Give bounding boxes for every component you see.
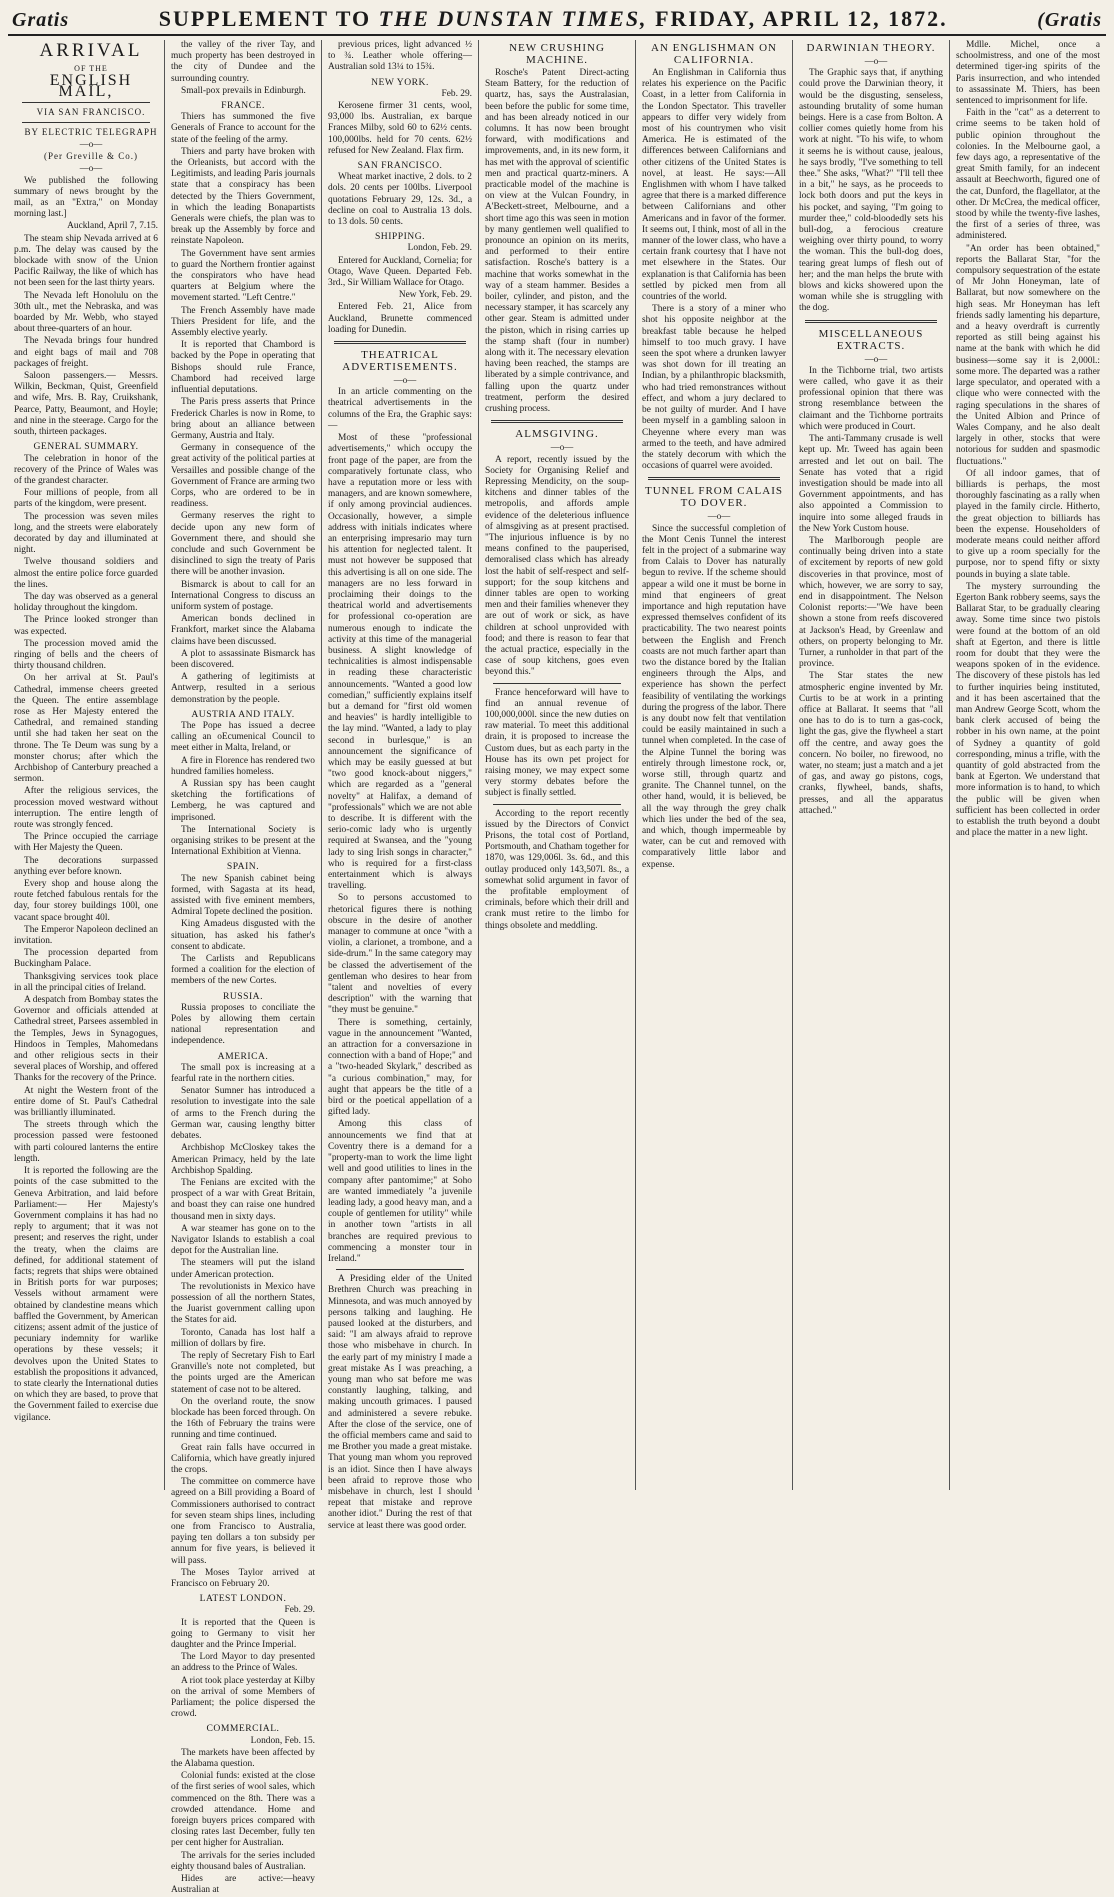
section-heading-russia: RUSSIA. xyxy=(222,990,264,1002)
paragraph: It is reported that Chambord is backed by the Pope in operating that Bishops should rule France, Chambord had received large influential deputations. xyxy=(171,340,315,396)
paragraph: The Nevada left Honolulu on the 30th ult., met the Nebraska, and was boarded by Mr. Webb, who stayed about three-quarters of an hour. xyxy=(14,290,158,335)
masthead-gratis-right: (Gratis xyxy=(1037,9,1102,31)
section-heading-austria-italy: AUSTRIA AND ITALY. xyxy=(191,708,295,720)
paragraph: An Englishman in California thus relates his experience on the Pacific Coast, in a letter from California in the London Spectator. This traveller appears to differ very widely from most of his countrymen who visit America. He is estimated of the differences between Californians and other citizens of the United States is novel, at least. He says:—All Englishmen with whom I have talked agree that there is a marked difference between Californians and other Americans and in favor of the former. It seems out, I think, most of all in the manner of the lower class, who have a certain frank courtesy that I have not met elsewhere in the States. Our explanation is that California has been settled by picked men from all countries of the world. xyxy=(642,68,786,303)
masthead-date: FRIDAY, APRIL 12, 1872. xyxy=(655,6,948,31)
dateline: London, Feb. 15. xyxy=(250,1735,315,1746)
paragraph: A despatch from Bombay states the Governor and officials attended at Cathedral street, Parsees assembled in the Temples, Jews in Synagogues, Hindoos in Temples, Mahomedans and other religious sects in their several places of Worship, and offered Thanks for the recovery of the Prince. xyxy=(14,995,158,1084)
paragraph: Archbishop McCloskey takes the American Primacy, held by the late Archbishop Spalding. xyxy=(171,1143,315,1176)
paragraph: The Pope has issued a decree calling an oEcumenical Council to meet either in Malta, Ireland, or xyxy=(171,720,315,754)
paragraph: King Amadeus disgusted with the situation, has asked his father's consent to abdicate. xyxy=(171,919,315,952)
section-heading-france: FRANCE. xyxy=(221,100,265,112)
paragraph: Among this class of announcements we find that at Coventry there is a demand for a "property-man to work the lime light well and good utilities to lines in the company after pantomime;" at Soho are wanted immediately "a juvenile leading lady, a good heavy man, and a couple of gentlemen for utility" while in another town "artists in all branches are required previous to commencing a monster tour in Ireland." xyxy=(328,1119,472,1264)
paragraph: Kerosene firmer 31 cents, wool, 93,000 lbs. Australian, ex barque Frances Milby, sold 60 to 62½ cents. 100,000lbs. held for 70 cents. 62½ refused for New Zealand. Flax firm. xyxy=(328,101,472,156)
headline-arrival: ARRIVAL xyxy=(39,40,143,61)
section-heading-general-summary: GENERAL SUMMARY. xyxy=(33,441,139,453)
paragraph: The procession moved amid the ringing of bells and the cheers of thirty thousand children. xyxy=(14,638,158,672)
paragraph: The Moses Taylor arrived at Francisco on February 20. xyxy=(171,1567,315,1590)
paragraph: After the religious services, the procession moved westward without interruption. The entire length of route was strongly fenced. xyxy=(14,786,158,830)
paragraph: The Graphic says that, if anything could prove the Darwinian theory, it would be the disgusting, senseless, astounding brutality of some human beings. Here is a case from Bolton. A collier comes quietly home from his work at night. "To his wife, to whom it seems he is without cause, jealous, he says brodly, "I've something to tell thee." She asks, "What?" "I'll tell thee in a bit," he says, as he proceeds to lock both doors and put the keys in his pocket, and saying, "I'm going to murder thee," cold-bloodedly sets his bull-dog, a ferocious creature weighing over thirty pound, to worry the woman. This the bull-dog does, tearing great lumps of flesh out of her; and the man helps the brute with blows and kicks showered upon the woman while she is struggling with the dog. xyxy=(799,68,943,314)
column-7 xyxy=(950,40,1106,1490)
headline-english-mail: ENGLISH MAIL, xyxy=(49,72,133,101)
paragraph: The markets have been affected by the Alabama question. xyxy=(171,1747,315,1770)
paragraph: A gathering of legitimists at Antwerp, resulted in a serious demonstration by the people. xyxy=(171,672,315,705)
paragraph: A war steamer has gone on to the Navigator Islands to establish a coal depot for the Australian line. xyxy=(171,1223,315,1257)
section-heading-latest-london: LATEST LONDON. xyxy=(199,1593,287,1605)
paragraph: Small-pox prevails in Edinburgh. xyxy=(181,85,306,96)
paragraph: The arrivals for the series included eighty thousand bales of Australian. xyxy=(171,1850,315,1872)
column-4: NEW CRUSHING MACHINE. Rosche's Patent Direct-acting Steam Battery, for the reduction of quartz, has, says the Australasian, been before the public for some time, and has been already noticed in our columns. It has now been brought forward, with modifications and improvements, and, in its new form, it has met with the approval of scientific men and practical quartz-miners. A practicable model of the machine is on view at the Vulcan Foundry, in A'Beckett-street, Melbourne, and a short time ago this was seen in motion by many gentlemen well qualified to pronounce an opinion on its merits, and performed to their entire satisfaction. Rosche's battery is a machine that works somewhat in the way of a steam hammer. Besides a boiler, cylinder, and piston, and the necessary stamper, it has scarcely any other gear. Steam is admitted under the piston, which in rising carries up the stamp shaft (four in number) along with it. The necessary elevation having been reached, the stamps are liberated by a simple contrivance, and falling upon the quartz under treatment, perform the desired crushing process. ALMSGIVING. —o— A report, recently issued by the Society for Organising Relief and Repressing Mendicity, on the soup-kitchens and dinner tables of the metropolis, and affords ample evidence of the deleterious influence of almsgiving as at present practised. "The injurious influence is by no means confined to the pauperised, demoralised class which has already lost the habit of self-respect and self-support; for the soup kitchens and dinner tables are open to working men and their families whenever they are out of work or sick, as have children at school unprovided with food; and there is reason to fear that the actual practice, especially in the case of soup kitchens, goes even beyond this." France henceforward will have to find an annual revenue of 100,000,000l. since the new duties on raw material. To meet this additional drain, it is proposed to increase the Custom dues, but as each party in the House has its own pet project for raising money, we may expect some very stormy debates before the subject is finally settled. According to the report recently issued by the Directors of Convict Prisons, the total cost of Portland, Portsmouth, and Chatham together for 1870, was 129,006l. 3s. 6d., and this outlay produced only 143,507l. 8s., a somewhat solid argument in favor of the profitable employment of criminals, before which their drill and crank must retire to the limbo for things obsolete and meddling. xyxy=(479,40,636,1490)
paragraph: The day was observed as a general holiday throughout the kingdom. xyxy=(14,591,158,614)
paragraph: The new Spanish cabinet being formed, with Sagasta at its head, assisted with five eminent members, Admiral Topete declined the position. xyxy=(171,873,315,918)
article-title-miscellaneous: MISCELLANEOUS EXTRACTS. xyxy=(818,327,924,352)
paragraph: The procession was seven miles long, and the streets were elaborately decorated by day and illuminated at night. xyxy=(14,511,158,556)
paragraph: Entered for Auckland, Cornelia; for Otago, Wave Queen. Departed Feb. 3rd., Sir William Wallace for Otago. xyxy=(328,255,472,289)
paragraph: The Marlborough people are continually being driven into a state of excitement by reports of new gold discoveries in that province, most of which, however, we are sorry to say, end in disappointment. The Nelson Colonist reports:—"We have been shown a stone from reefs discovered at Jackson's Head, by Greenlaw and others, on property belonging to Mr. Turner, a runholder in that part of the province. xyxy=(799,535,943,670)
section-heading-new-york: NEW YORK. xyxy=(371,76,429,88)
article-title-tunnel: TUNNEL FROM CALAIS TO DOVER. xyxy=(645,485,783,510)
paragraph: Toronto, Canada has lost half a million of dollars by fire. xyxy=(171,1327,315,1349)
paragraph: Germany in consequence of the great activity of the political parties at Versailles and possible change of the Government of France are arming two Corps, who are ordered to be in readiness. xyxy=(171,443,315,510)
paragraph: American bonds declined in Frankfort, market since the Alabama claims have been discussed. xyxy=(171,614,315,647)
paragraph: Four millions of people, from all parts of the kingdom, were present. xyxy=(14,488,158,510)
article-title-darwinian-theory: DARWINIAN THEORY. xyxy=(806,42,936,54)
paragraph: Germany reserves the right to decide upon any new form of Government there, and should she conclude and such Government be disinclined to sign the treaty of Paris there will be another invasion. xyxy=(171,511,315,578)
paragraph: Every shop and house along the route fetched fabulous rentals for the day, four storey buildings 100l, one vacant space brought 40l. xyxy=(14,879,158,923)
article-title-almsgiving: ALMSGIVING. xyxy=(515,428,599,441)
paragraph: The Government have sent armies to guard the Northern frontier against the conspirators who have head quarters at Belgium where the movement started. "Left Centre." xyxy=(171,248,315,304)
divider xyxy=(22,102,150,103)
paragraph: The Carlists and Republicans formed a coalition for the election of members of the new Cortes. xyxy=(171,954,315,987)
paragraph: A report, recently issued by the Society for Organising Relief and Repressing Mendicity, on the soup-kitchens and dinner tables of the metropolis, and affords ample evidence of the deleterious influence of almsgiving as at present practised. "The injurious influence is by no means confined to the pauperised, demoralised class which has already lost the habit of self-respect and self-support; for the soup kitchens and dinner tables are open to working men and their families whenever they are out of work or sick, as have children at school unprovided with food; and there is reason to fear that the actual practice, especially in the case of soup kitchens, goes even beyond this." xyxy=(485,454,629,678)
divider xyxy=(22,122,150,123)
masthead xyxy=(8,6,1106,36)
paragraph: Senator Sumner has introduced a resolution to investigate into the sale of arms to the French during the German war, causing lengthy bitter debates. xyxy=(171,1086,315,1142)
section-heading-shipping: SHIPPING. xyxy=(374,231,426,243)
dateline: Auckland, April 7, 7.15. xyxy=(67,221,158,232)
paragraph: We published the following summary of news brought by the mail, as an "Extra," on Monday morning last.] xyxy=(14,175,158,220)
masthead-to: TO xyxy=(335,6,372,31)
paragraph: The Nevada brings four hundred and eight bags of mail and 708 packages of freight. xyxy=(14,336,158,369)
subhead-via-san-francisco: VIA SAN FRANCISCO. xyxy=(36,106,146,117)
columns xyxy=(8,40,1106,1896)
masthead-title xyxy=(159,6,948,32)
column-3: previous prices, light advanced ½ to ¾. Leather whole offering—Australian sold 13¼ to 15¾. NEW YORK. Feb. 29. Kerosene firmer 31 cents, wool, 93,000 lbs. Australian, ex barque Frances Milby, sold 60 to 62½ cents. 100,000lbs. held for 70 cents. 62½ refused for New Zealand. Flax firm. SAN FRANCISCO. Wheat market inactive, 2 dols. to 2 dols. 20 cents per 100lbs. Liverpool quotations February 29, 12s. 3d., a decline on coal to Australia 13 dols. to 13 dols. 50 cents. SHIPPING. London, Feb. 29. Entered for Auckland, Cornelia; for Otago, Wave Queen. Departed Feb. 3rd., Sir William Wallace for Otago. New York, Feb. 29. Entered Feb. 21, Alice from Auckland, Brunette commenced loading for Dunedin. THEATRICAL ADVERTISEMENTS. —o— In an article commenting on the theatrical advertisements in the columns of the Era, the Graphic says:— Most of these "professional advertisements," which occupy the front page of the paper, are from the comparatively fortunate class, who have a reputation more or less with managers, and are known somewhere, if only among provincial audiences. Occasionally, however, a simple address with initials indicates where an enterprising impresario may turn his attention for neglected talent. It must not however be supposed that this advertising is all on one side. The managers are no less forward in proclaiming their doings to the theatrical world and advertisements for professional co-operation are numerous enough to indicate the activity at this time of the managerial business. A slight knowledge of technicalities is almost indispensable in reading these characteristic announcements. "Wanted a good low comedian," sufficiently explains itself but a demand for "first old women and heavies" is hardly intelligible to the lay mind. "Wanted, a lady to play second in burlesque," is an announcement the significance of which may be easily guessed at but "two good knock-about niggers," which are regarded as a "general novelty" at Halifax, a demand of "professionals" which we are not able to describe. It is different with the serio-comic lady who is urgently required at Swansea, and the "young lady to sing Irish songs in character," who is required for a first-class entertainment which is always travelling. So to persons accustomed to rhetorical figures there is nothing obscure in the desire of another manager to commune at once "with a violin, a clarionet, a trombone, and a side-drum." In the same category may be classed the advertisement of the gentleman who desires to hear from "talent and novelties of every description" with the warning that "they must be genuine." There is something, certainly, vague in the announcement "Wanted, an attraction for a conversazione in connection with a band of Hope;" and a "two-headed Skylark," described as "a curious combination," may, for aught that appears be the title of a bird or the poetical appellation of a gifted lady. Among this class of announcements we find that at Coventry there is a demand for a "property-man to work the lime light well and good utilities to lines in the company after pantomime;" at Soho are wanted immediately "a juvenile leading lady, a good heavy man, and a couple of gentlemen for utility" while in another town "artists in all branches are required previous to commencing a monster tour in Ireland." A Presiding elder of the United Brethren Church was preaching in Minnesota, and was much annoyed by persons talking and laughing. He paused looked at the disturbers, and said: "I am always afraid to reprove those who misbehave in church. In the early part of my ministry I made a great mistake As I was preaching, a young man who sat before me was constantly laughing, talking, and making uncouth grimaces. I paused and administered a severe rebuke. After the close of the service, one of the official members came and said to me Brother you made a great mistake. That young man whom you reproved is an idiot. Since then I have always been afraid to reprove those who misbehave in church, lest I should repeat that mistake and reprove another idiot." During the rest of that service at least there was good order. xyxy=(322,40,479,1490)
paragraph: The celebration in honor of the recovery of the Prince of Wales was of the grandest character. xyxy=(14,453,158,486)
headline-of-the: OF THE xyxy=(74,64,108,73)
column-2 xyxy=(165,40,322,1896)
paragraph: "An order has been obtained," reports the Ballarat Star, "for the compulsory sequestration of the estate of Mr John Honeyman, late of Ballarat, but now somewhere on the high seas. Mr Honeyman has left friends sadly lamenting his departure, and a heavy overdraft is currently reported as still being against his name at the bank with which he did business—some say it is 2,000l.: some more. The departed was a rather large speculator, and operated with a clique who were connected with the raging speculations in the shares of the United Albion and Prince of Wales Company, and he also dealt largely in other, stocks that were notorious for sudden and spasmodic fluctuations." xyxy=(956,243,1100,467)
paragraph: A Russian spy has been caught sketching the fortifications of Lemberg, he was captured and imprisoned. xyxy=(171,779,315,823)
paragraph: The reply of Secretary Fish to Earl Granville's note not completed, but the points urged are the American statement of case not to be altered. xyxy=(171,1350,315,1395)
article-title-crushing-machine: NEW CRUSHING MACHINE. xyxy=(509,42,605,66)
divider xyxy=(648,477,780,480)
section-heading-san-francisco: SAN FRANCISCO. xyxy=(357,160,443,172)
paragraph: The steam ship Nevada arrived at 6 p.m. The delay was caused by the blockade with snow of the Union Pacific Railway, the like of which has not been seen for the last thirty years. xyxy=(14,233,158,289)
paragraph: France henceforward will have to find an annual revenue of 100,000,000l. since the new duties on raw material. To meet this additional drain, it is proposed to increase the Custom dues, but as each party in the House has its own pet project for raising money, we may expect some very stormy debates before the subject is finally settled. xyxy=(485,687,629,799)
masthead-paper-name: THE DUNSTAN TIMES, xyxy=(378,6,648,31)
paragraph: The International Society is organising strikes to be present at the International Exhibition at Vienna. xyxy=(171,824,315,858)
divider xyxy=(805,320,937,323)
divider xyxy=(336,1269,464,1270)
paragraph: At night the Western front of the entire dome of St. Paul's Cathedral was brilliantly illuminated. xyxy=(14,1085,158,1119)
divider xyxy=(493,804,621,805)
paragraph: Colonial funds: existed at the close of the first series of wool sales, which commenced on the 8th. There was a crowded attendance. Home and foreign buyers prices compared with closing rates last December, fully ten per cent higher for Australian. xyxy=(171,1771,315,1849)
paragraph: The Prince occupied the carriage with Her Majesty the Queen. xyxy=(14,832,158,854)
dateline: Feb. 29. xyxy=(284,1605,315,1616)
paragraph: Faith in the "cat" as a deterrent to crime seems to be taken hold of public opinion throughout the colonies. In the Melbourne gaol, a few days ago, a representative of the great Smith family, for an indecent assault at Beechworth, figured one of the cat, Dunford, the flagellator, at the other. Dr McCrea, the medical officer, stood by while the twenty-five lashes, the first of a series of three, was administered. xyxy=(956,108,1100,242)
masthead-supplement: SUPPLEMENT xyxy=(158,6,329,31)
paragraph: A riot took place yesterday at Kilby on the arrival of some Members of Parliament; the police dispersed the crowd. xyxy=(171,1675,315,1720)
paragraph: The steamers will put the island under American protection. xyxy=(171,1258,315,1280)
paragraph: A fire in Florence has rendered two hundred families homeless. xyxy=(171,755,315,777)
paragraph: Thiers has summoned the five Generals of France to account for the state of the feeling of the army. xyxy=(171,112,315,145)
section-heading-commercial: COMMERCIAL. xyxy=(206,1723,280,1735)
column-1: ARRIVAL OF THE ENGLISH MAIL, VIA SAN FRANCISCO. BY ELECTRIC TELEGRAPH —o— (Per Greville & Co.) —o— We published the following summary of news brought by the mail, as an "Extra," on Monday morning last.] Auckland, April 7, 7.15. The steam ship Nevada arrived at 6 p.m. The delay was caused by the blockade with snow of the Union Pacific Railway, the like of which has not been seen for the last thirty years. The Nevada left Honolulu on the 30th ult., met the Nebraska, and was boarded by Mr. Webb, who stayed about three-quarters of an hour. The Nevada brings four hundred and eight bags of mail and 708 packages of freight. Saloon passengers.— Messrs. Wilkin, Beckman, Quist, Greenfield and wife, Mrs. B. Ray, Cruikshank, Pearce, Patty, Beaumont, and Hoyle; and nine in the steerage. Cargo for the south, thirteen packages. GENERAL SUMMARY. The celebration in honor of the recovery of the Prince of Wales was of the grandest character. Four millions of people, from all parts of the kingdom, were present. The procession was seven miles long, and the streets were elaborately decorated by day and illuminated at night. Twelve thousand soldiers and almost the entire police force guarded the lines. The day was observed as a general holiday throughout the kingdom. The Prince looked stronger than was expected. The procession moved amid the ringing of bells and the cheers of thirty thousand children. On her arrival at St. Paul's Cathedral, immense cheers greeted the Queen. The entire assemblage rose as Her Majesty entered the Cathedral, and remained standing until she had taken her seat on the throne. The Te Deum was sung by a monster chorus; after which the Archbishop of Canterbury preached a sermon. After the religious services, the procession moved westward without interruption. The entire length of route was strongly fenced. The Prince occupied the carriage with Her Majesty the Queen. The decorations surpassed anything ever before known. Every shop and house along the route fetched fabulous rentals for the day, four storey buildings 100l, one vacant space brought 40l. The Emperor Napoleon declined an invitation. The procession departed from Buckingham Palace. Thanksgiving services took place in all the principal cities of Ireland. A despatch from Bombay states the Governor and officials attended at Cathedral street, Parsees assembled in the Temples, Jews in Synagogues, Hindoos in Temples, Mahomedans and other religious sects in their several places of Worship, and offered Thanks for the recovery of the Prince. At night the Western front of the entire dome of St. Paul's Cathedral was brilliantly illuminated. The streets through which the procession passed were festooned with parti coloured lanterns the entire length. It is reported the following are the points of the case submitted to the Geneva Arbitration, and laid before Parliament:— Her Majesty's Government complains it has had no reply to argument; that it was not present; and reserves the right, under the treaty, when the claims are defined, for additional statement of facts; regrets that ships were obtained in British ports for war purposes; Vessels without armament were obtained by clandestine means which baffled the Government, by American citizens; assent admit of the justice of pecuniary indemnity for warlike operations by these vessels; it devolves upon the United States to establish the propositions it advanced, to state clearly the International duties on which they are based, to prove that the Government failed to exercise due vigilance. xyxy=(8,40,165,1490)
paragraph: The streets through which the procession passed were festooned with parti coloured lanterns the entire length. xyxy=(14,1120,158,1164)
paragraph: The decorations surpassed anything ever before known. xyxy=(14,855,158,877)
paragraph: The revolutionists in Mexico have possession of all the northern States, the Juarist government calling upon the States for aid. xyxy=(171,1281,315,1326)
paragraph: The committee on commerce have agreed on a Bill providing a Board of Commissioners authorised to contract for seven steam ships lines, including one from Francisco to Australia, paying ten dollars a ton subsidy per annum for five years, is believed it will pass. xyxy=(171,1477,315,1566)
paragraph: In an article commenting on the theatrical advertisements in the columns of the Era, the Graphic says:— xyxy=(328,387,472,431)
paragraph: Of all indoor games, that of billiards is perhaps, the most thoroughly fascinating as a rally when played in the family circle. Hitherto, the great objection to billiards has been the expense. Householders of moderate means could neither afford to give up a room specially for the purpose, nor to spend fifty or sixty pounds in buying a slate table. xyxy=(956,468,1100,580)
paragraph: Rosche's Patent Direct-acting Steam Battery, for the reduction of quartz, has, says the Australasian, been before the public for some time, and has been already noticed in our columns. It has now been brought forward, with modifications and improvements, and, in its new form, it has met with the approval of scientific men and practical quartz-miners. A practicable model of the machine is on view at the Vulcan Foundry, in A'Beckett-street, Melbourne, and a short time ago this was seen in motion by many gentlemen well qualified to pronounce an opinion on its merits, and performed to their entire satisfaction. Rosche's battery is a machine that works somewhat in the way of a steam hammer. Besides a boiler, cylinder, and piston, and the necessary stamper, it has scarcely any other gear. Steam is admitted under the piston, which in rising carries up the stamp shaft (four in number) along with it. The necessary elevation having been reached, the stamps are liberated by a simple contrivance, and falling upon the quartz under treatment, perform the desired crushing process. xyxy=(485,68,629,415)
paragraph: The Lord Mayor to day presented an address to the Prince of Wales. xyxy=(171,1652,315,1674)
paragraph: The Prince looked stronger than was expected. xyxy=(14,615,158,637)
paragraph: The Star states the new atmospheric engine invented by Mr. Curtis to be at work in a printing office at Ballarat. It seems that "all one has to do is to turn a gas-cock, light the gas, give the flywheel a start off the centre, and away goes the concern. No boiler, no firewood, no water, no steam; just a match and a jet of gas, and away go pistons, cogs, cranks, flywheel, bands, shafts, presses, and all the apparatus attached." xyxy=(799,671,943,816)
masthead-gratis-left: Gratis xyxy=(12,9,70,31)
paragraph: On her arrival at St. Paul's Cathedral, immense cheers greeted the Queen. The entire assemblage rose as Her Majesty entered the Cathedral, and remained standing until she had taken her seat on the throne. The Te Deum was sung by a monster chorus; after which the Archbishop of Canterbury preached a sermon. xyxy=(14,673,158,785)
paragraph: Great rain falls have occurred in California, which have greatly injured the crops. xyxy=(171,1442,315,1475)
paragraph: The Emperor Napoleon declined an invitation. xyxy=(14,924,158,947)
paragraph: The Paris press asserts that Prince Frederick Charles is now in Rome, to bring about an alliance between Germany, Austria and Italy. xyxy=(171,397,315,441)
paragraph: The Fenians are excited with the prospect of a war with Great Britain, and boast they can raise one hundred thousand men in sixty days. xyxy=(171,1177,315,1222)
paragraph: It is reported the following are the points of the case submitted to the Geneva Arbitration, and laid before Parliament:— Her Majesty's Government complains it has had no reply to argument; that it was not present; and reserves the right, under the treaty, when the claims are defined, for additional statement of facts; regrets that ships were obtained in British ports for war purposes; Vessels without armament were obtained by clandestine means which baffled the Government, by American citizens; assent admit of the justice of pecuniary indemnity for warlike operations by these vessels; it devolves upon the United States to establish the propositions it advanced, to state clearly the International duties on which they are based, to prove that the Government failed to exercise due vigilance. xyxy=(14,1166,158,1423)
paragraph: the valley of the river Tay, and much property has been destroyed in the city of Dundee and the surrounding country. xyxy=(171,40,315,84)
article-title-englishman-california: AN ENGLISHMAN ON CALIFORNIA. xyxy=(651,42,777,66)
paragraph: Thanksgiving services took place in all the principal cities of Ireland. xyxy=(14,971,158,993)
paragraph: In the Tichborne trial, two artists were called, who gave it as their professional opinion that there was strong resemblance between the claimant and the Tichborne portraits which were produced in Court. xyxy=(799,365,943,432)
paragraph: A Presiding elder of the United Brethren Church was preaching in Minnesota, and was much annoyed by persons talking and laughing. He paused looked at the disturbers, and said: "I am always afraid to reprove those who misbehave in church. In the early part of my ministry I made a great mistake As I was preaching, a young man who sat before me was constantly laughing, talking, and making uncouth grimaces. I paused and administered a severe rebuke. After the close of the service, one of the official members came and said to me Brother you made a great mistake. That young man whom you reproved is an idiot. Since then I have always been afraid to reprove those who misbehave in church, lest I should repeat that mistake and reprove another idiot." During the rest of that service at least there was good order. xyxy=(328,1274,472,1531)
paragraph: previous prices, light advanced ½ to ¾. Leather whole offering—Australian sold 13¼ to 15¾. xyxy=(328,40,472,73)
paragraph: Wheat market inactive, 2 dols. to 2 dols. 20 cents per 100lbs. Liverpool quotations February 29, 12s. 3d., a decline on coal to Australia 13 dols. to 13 dols. 50 cents. xyxy=(328,172,472,228)
divider xyxy=(491,420,623,423)
paragraph: Hides are active:—heavy Australian at xyxy=(171,1874,315,1896)
paragraph: Entered Feb. 21, Alice from Auckland, Brunette commenced loading for Dunedin. xyxy=(328,302,472,335)
subhead-electric-telegraph: BY ELECTRIC TELEGRAPH xyxy=(24,126,158,137)
dateline: New York, Feb. 29. xyxy=(398,290,472,301)
paragraph: The anti-Tammany crusade is well kept up. Mr. Tweed has again been arrested and let out on bail. The Senate has voted that a rigid investigation should be made into all Government appointments, and has also appointed a Commission to inquire into some alleged frauds in the New York Custom house. xyxy=(799,434,943,534)
dateline: Feb. 29. xyxy=(441,88,472,99)
paragraph: Thiers and party have broken with the Orleanists, but accord with the Legitimists, and leading Paris journals state that a conspiracy has been detected by the Thiers Government, in which the leading Bonapartists Generals were chiefs, the plan was to break up the Assembly by force and reinstate Napoleon. xyxy=(171,146,315,247)
paragraph: The procession departed from Buckingham Palace. xyxy=(14,948,158,970)
paragraph: Twelve thousand soldiers and almost the entire police force guarded the lines. xyxy=(14,557,158,590)
section-heading-spain: SPAIN. xyxy=(226,861,260,873)
paragraph: It is reported that the Queen is going to Germany to visit her daughter and the Prince Imperial. xyxy=(171,1617,315,1651)
paragraph: A plot to assassinate Bismarck has been discovered. xyxy=(171,648,315,670)
paragraph: The small pox is increasing at a fearful rate in the northern cities. xyxy=(171,1062,315,1085)
paragraph: The French Assembly have made Thiers President for life, and the Assembly elective yearly. xyxy=(171,305,315,339)
paragraph: Saloon passengers.— Messrs. Wilkin, Beckman, Quist, Greenfield and wife, Mrs. B. Ray, Cruikshank, Pearce, Patty, Beaumont, and Hoyle; and nine in the steerage. Cargo for the south, thirteen packages. xyxy=(14,371,158,438)
section-heading-america: AMERICA. xyxy=(217,1050,269,1062)
column-5: AN ENGLISHMAN ON CALIFORNIA. An Englishman in California thus relates his experience on the Pacific Coast, in a letter from California in the London Spectator. This traveller appears to differ very widely from most of his countrymen who visit America. He is estimated of the differences between Californians and other citizens of the United States is novel, at least. He says:—All Englishmen with whom I have talked agree that there is a marked difference between Californians and other Americans and in favor of the former. It seems out, I think, most of all in the manner of the lower class, who have a certain frank courtesy that I have not met elsewhere in the States. Our explanation is that California has been settled by picked men from all countries of the world. There is a story of a miner who shot his opposite neighbor at the breakfast table because he helped himself to too much gravy. I have seen the spot where a drunken lawyer was shot down for ill treating an Indian, by a philanthropic blacksmith, who had tried remonstrances without effect, and whom a jury declared to be not guilty of murder. And I have been myself in a gambling saloon in Cheyenne where every man was armed to the teeth, and have admired the stately decorum with which the occasions of quarrel were avoided. TUNNEL FROM CALAIS TO DOVER. —o— Since the successful completion of the Mont Cenis Tunnel the interest felt in the project of a submarine way from Calais to Dover has naturally begun to revive. If the scheme should appear a wild one it must be borne in mind that engineers of great importance and high reputation have expressed themselves confident of its practicability. The two nearest points between the English and French coasts are not much farther apart than two the distance bored by the Italian engineers through the Alps, and experience has shown the perfect feasibility of ventilating the workings during the progress of the labor. There is any doubt now felt that ventilation could be easily maintained in such a tunnel when completed. In the case of the Alpine Tunnel the boring was entirely through limestone rock, or, worse still, through quartz and granite. The Channel tunnel, on the other hand, would, it is believed, be all the way through the grey chalk which lies under the bed of the sea, and which, though impermeable by water, can be cut and removed with comparatively little labor and expense. xyxy=(636,40,793,1490)
paragraph: Mdlle. Michel, once a schoolmistress, and one of the most determined tiger-ing spirits of the Paris insurrection, and who intended to assassinate M. Thiers, has been sentenced to imprisonment for life. xyxy=(956,40,1100,107)
paragraph: Since the successful completion of the Mont Cenis Tunnel the interest felt in the project of a submarine way from Calais to Dover has naturally begun to revive. If the scheme should appear a wild one it must be borne in mind that engineers of great importance and high reputation have expressed themselves confident of its practicability. The two nearest points between the English and French coasts are not much farther apart than two the distance bored by the Italian engineers through the Alps, and experience has shown the perfect feasibility of ventilating the workings during the progress of the labor. There is any doubt now felt that ventilation could be easily maintained in such a tunnel when completed. In the case of the Alpine Tunnel the boring was entirely through limestone rock, or, worse still, through quartz and granite. The Channel tunnel, on the other hand, would, it is believed, be all the way through the grey chalk which lies under the bed of the sea, and which, though impermeable by water, can be cut and removed with comparatively little labor and expense. xyxy=(642,523,786,870)
paragraph: There is a story of a miner who shot his opposite neighbor at the breakfast table because he helped himself to too much gravy. I have seen the spot where a drunken lawyer was shot down for ill treating an Indian, by a philanthropic blacksmith, who had tried remonstrances without effect, and whom a jury declared to be not guilty of murder. And I have been myself in a gambling saloon in Cheyenne where every man was armed to the teeth, and have admired the stately decorum with which the occasions of quarrel were avoided. xyxy=(642,304,786,472)
paragraph: Most of these "professional advertisements," which occupy the front page of the paper, are from the comparatively fortunate class, who have a reputation more or less with managers, and are known somewhere, if only among provincial audiences. Occasionally, however, a simple address with initials indicates where an enterprising impresario may turn his attention for neglected talent. It must not however be supposed that this advertising is all on one side. The managers are no less forward in proclaiming their doings to the theatrical world and advertisements for professional co-operation are numerous enough to indicate the activity at this time of the managerial business. A slight knowledge of technicalities is almost indispensable in reading these characteristic announcements. "Wanted a good low comedian," sufficiently explains itself but a demand for "first old women and heavies" is hardly intelligible to the lay mind. "Wanted, a lady to play second in burlesque," is an announcement the significance of which may be easily guessed at but "two good knock-about niggers," which are regarded as a "general novelty" at Halifax, a demand of "professionals" which we are not able to describe. It is different with the serio-comic lady who is urgently required at Swansea, and the "young lady to sing Irish songs in character," who is required for a first-class entertainment which is always travelling. xyxy=(328,433,472,892)
column-6: DARWINIAN THEORY. —o— The Graphic says that, if anything could prove the Darwinian theory, it would be the disgusting, senseless, astounding brutality of some human beings. Here is a case from Bolton. A collier comes quietly home from his work at night. "To his wife, to whom it seems he is without cause, jealous, he says brodly, "I've something to tell thee." She asks, "What?" "I'll tell thee in a bit," he says, as he proceeds to lock both doors and put the keys in his pocket, and saying, "I'm going to murder thee," cold-bloodedly sets his bull-dog, a ferocious creature weighing over thirty pound, to worry the woman. This the bull-dog does, tearing great lumps of flesh out of her; and the man helps the brute with blows and kicks showered upon the woman while she is struggling with the dog. MISCELLANEOUS EXTRACTS. —o— In the Tichborne trial, two artists were called, who gave it as their professional opinion that there was strong resemblance between the claimant and the Tichborne portraits which were produced in Court. The anti-Tammany crusade is well kept up. Mr. Tweed has again been arrested and let out on bail. The Senate has voted that a rigid investigation should be made into all Government appointments, and has also appointed a Commission to inquire into some alleged frauds in the New York Custom house. The Marlborough people are continually being driven into a state of excitement by reports of new gold discoveries in that province, most of which, however, we are sorry to say, end in disappointment. The Nelson Colonist reports:—"We have been shown a stone from reefs discovered at Jackson's Head, by Greenlaw and others, on property belonging to Mr. Turner, a runholder in that part of the province. The Star states the new atmospheric engine invented by Mr. Curtis to be at work in a printing office at Ballarat. It seems that "all one has to do is to turn a gas-cock, light the gas, give the flywheel a start off the centre, and away goes the concern. No boiler, no firewood, no water, no steam; just a match and a jet of gas, and away go pistons, cogs, cranks, flywheel, bands, shafts, presses, and all the apparatus attached." xyxy=(793,40,950,1490)
paragraph: There is something, certainly, vague in the announcement "Wanted, an attraction for a conversazione in connection with a band of Hope;" and a "two-headed Skylark," described as "a curious combination," may, for aught that appears be the title of a bird or the poetical appellation of a gifted lady. xyxy=(328,1017,472,1118)
divider xyxy=(334,341,466,344)
paragraph: Bismarck is about to call for an International Congress to discuss an uniform system of postage. xyxy=(171,579,315,612)
article-title-theatrical: THEATRICAL ADVERTISEMENTS. xyxy=(342,349,458,374)
subhead-per-greville: (Per Greville & Co.) xyxy=(44,151,138,162)
paragraph: On the overland route, the snow blockade has been forced through. On the 16th of February the trains were running and time continued. xyxy=(171,1396,315,1441)
paragraph: According to the report recently issued by the Directors of Convict Prisons, the total cost of Portland, Portsmouth, and Chatham together for 1870, was 129,006l. 3s. 6d., and this outlay produced only 143,507l. 8s., a somewhat solid argument in favor of the profitable employment of criminals, before which their drill and crank must retire to the limbo for things obsolete and meddling. xyxy=(485,808,629,931)
paragraph: Russia proposes to conciliate the Poles by allowing them certain national representation and independence. xyxy=(171,1002,315,1047)
dateline: London, Feb. 29. xyxy=(407,243,472,254)
paragraph: So to persons accustomed to rhetorical figures there is nothing obscure in the desire of another manager to commune at once "with a violin, a clarionet, a trombone, and a side-drum." In the same category may be classed the advertisement of the gentleman who desires to hear from "talent and novelties of every description" with the warning that "they must be genuine." xyxy=(328,893,472,1016)
divider xyxy=(493,683,621,684)
paragraph: The mystery surrounding the Egerton Bank robbery seems, says the Ballarat Star, to be gradually clearing away. Some time since two pistols were found at the bottom of an old shaft at Egerton, and there is little room for doubt that they were the weapons spoken of in the evidence. The discovery of these pistols has led to further inquiries being instituted, and it has been ascertained that the man Andrew George Scott, whom the bank clerk accused of being the robber in his own name, at the point of Sydney a quantity of gold corresponding, minus a trifle, with the quantity of gold abstracted from the bank at Egerton. We understand that more information is to hand, to which the public will be given when sufficient has been collected in order to establish the truth beyond a doubt and place the matter in a new light. xyxy=(956,581,1100,839)
